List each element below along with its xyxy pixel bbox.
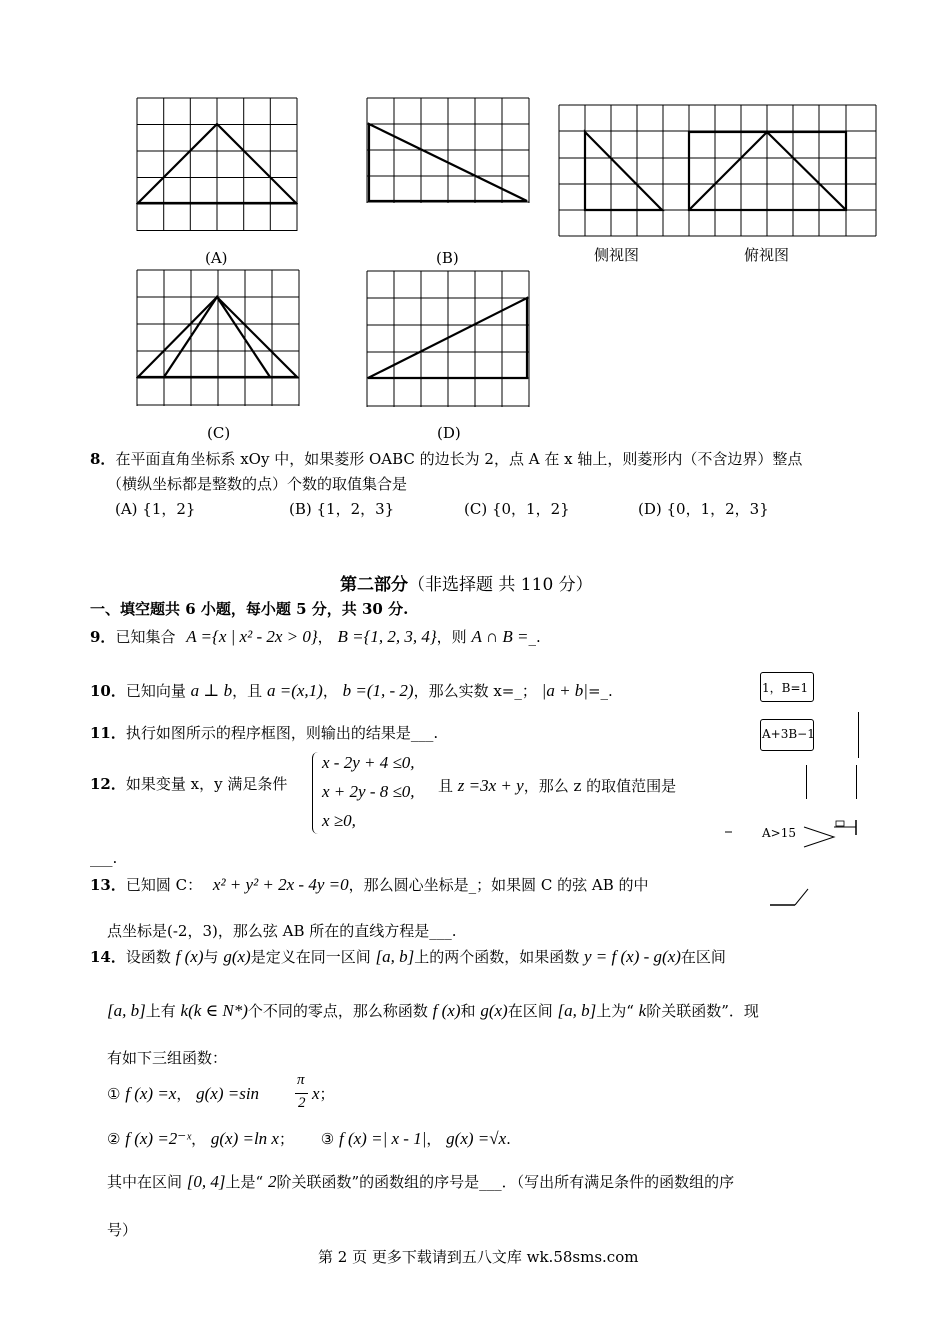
q13-line2: 点坐标是(-2，3)，那么弦 AB 所在的直线方程是___.	[107, 922, 457, 940]
q14-g3-g: g(x) =√x	[446, 1129, 507, 1148]
q14-fx: f (x)	[175, 947, 204, 966]
q14-text-5c: 阶关联函数”的函数组的序号是___．（写出所有满足条件的函数组的序	[276, 1173, 735, 1191]
q14-line1	[90, 946, 726, 967]
section-fill-in: 一、填空题共 6 小题，每小题 5 分，共 30 分.	[90, 600, 409, 618]
q12-constraint-3: x ≥0,	[322, 811, 356, 830]
flowchart-line-1	[858, 712, 859, 758]
q14-group-1: ① f (x) =x， g(x) =sin	[107, 1084, 260, 1103]
q11-text: 执行如图所示的程序框图，则输出的结果是___.	[125, 724, 439, 742]
q13-line1	[90, 874, 649, 895]
q12-constraint-2: x + 2y - 8 ≤0,	[322, 782, 415, 801]
flowchart-cond-text: A>15	[762, 826, 796, 840]
q14-line2	[107, 1000, 759, 1021]
q14-text-2d: 在区间	[507, 1002, 553, 1020]
q14-g3-end: .	[506, 1130, 511, 1148]
flowchart-assign-text: A+3B−1	[762, 727, 815, 741]
q14-g1-end: ；	[319, 1085, 335, 1103]
q11-number: 11．	[90, 724, 126, 742]
q14-interval-0-4: [0, 4]	[186, 1172, 226, 1191]
side-view-shape	[585, 132, 662, 210]
q14-y-fg: y = f (x) - g(x)	[584, 947, 681, 966]
q14-text-d: 上的两个函数，如果函数	[414, 948, 580, 966]
part2-title: 第二部分	[340, 575, 408, 595]
q14-g3-f: f (x) =| x - 1|	[339, 1129, 427, 1148]
q12-number: 12．	[90, 775, 126, 793]
q12-text3: ，那么 z 的取值范围是	[523, 777, 677, 795]
q10-vec-b: b =(1, - 2)	[342, 681, 414, 700]
flowchart-line-2	[806, 765, 807, 799]
figure-b-grid	[366, 97, 530, 207]
q9-number: 9．	[90, 628, 116, 646]
q8-line1	[90, 448, 802, 469]
q14-g1-g: g(x) =sin	[196, 1084, 260, 1103]
q12-line-right	[438, 775, 676, 796]
figure-d-caption: (D)	[437, 424, 461, 442]
q10-text2: ，且	[232, 682, 263, 700]
q14-text-2e: 上为“	[596, 1002, 634, 1020]
q14-g1-pi: π	[297, 1072, 305, 1088]
q9-text: 已知集合	[115, 628, 176, 646]
q8-line2: （横纵坐标都是整数的点）个数的取值集合是	[107, 475, 408, 493]
q12-brace	[312, 752, 319, 834]
q9-blank: _.	[528, 628, 541, 646]
q9-line	[90, 626, 541, 647]
q12-line	[90, 773, 287, 794]
q11-line	[90, 722, 438, 743]
q10-text1: 已知向量	[125, 682, 186, 700]
top-view-caption: 俯视图	[744, 246, 790, 264]
q14-g2-f: f (x) =2⁻ˣ	[125, 1129, 192, 1148]
flowchart-decision-shape	[720, 815, 860, 915]
q14-g1-f: f (x) =x	[125, 1084, 177, 1103]
q8-option-d: (D) {0，1，2，3}	[638, 500, 769, 518]
q14-text-e: 在区间	[680, 948, 726, 966]
q10-norm: |a + b|	[541, 681, 588, 700]
q14-line3: 有如下三组函数：	[107, 1049, 228, 1067]
part2-heading	[340, 570, 593, 595]
flowchart-init-text: 1，B=1	[762, 681, 809, 695]
figure-c-caption: (C)	[207, 424, 231, 442]
figure-a-caption: (A)	[205, 249, 228, 267]
q14-interval-ab-2: [a, b]	[107, 1001, 146, 1020]
q9-then: ，则	[436, 628, 467, 646]
q14-text-5a: 其中在区间	[107, 1173, 183, 1191]
q10-line: 10．已知向量 a ⊥ b，且 a =(x,1)， b =(1, - 2)，那么实数 x=_； |a + b|=_.	[90, 681, 613, 700]
q14-g2-end: ；	[278, 1130, 294, 1148]
q14-text-5b: 上是“	[225, 1173, 264, 1191]
q14-fx-2: f (x)	[432, 1001, 461, 1020]
views-grid	[558, 104, 878, 238]
q10-perp: a ⊥ b	[190, 681, 233, 700]
q12-z: z =3x + y	[457, 776, 524, 795]
q14-g2-mark: ②	[107, 1130, 121, 1148]
q14-text-2a: 上有	[145, 1002, 176, 1020]
q13-text2: ，那么圆心坐标是_；如果圆 C 的弦 AB 的中	[348, 876, 649, 894]
q10-text3: ，那么实数 x=_；	[413, 682, 537, 700]
q12-constraint-1: x - 2y + 4 ≤0,	[322, 753, 415, 772]
q14-text-2f: 阶关联函数”．现	[646, 1002, 759, 1020]
q14-interval-ab: [a, b]	[375, 947, 415, 966]
page-footer: 第 2 页 更多下载请到五八文库 wk.58sms.com	[318, 1248, 639, 1266]
q14-two: 2	[267, 1172, 277, 1191]
q14-text-b: 与	[203, 948, 219, 966]
side-view-caption: 侧视图	[594, 246, 640, 264]
part2-note: （非选择题 共 110 分）	[408, 575, 593, 595]
q14-g1-fraction-bar	[295, 1093, 308, 1094]
q8-option-b: (B) {1，2，3}	[289, 500, 395, 518]
q12-text2: 且	[438, 777, 454, 795]
q10-vec-a: a =(x,1)	[266, 681, 323, 700]
q13-text1: 已知圆 C：	[125, 876, 203, 894]
q14-line5	[107, 1171, 734, 1192]
figure-b-caption: (B)	[436, 249, 459, 267]
q8-text: 在平面直角坐标系 xOy 中，如果菱形 OABC 的边长为 2，点 A 在 x 轴上，则菱形内（不含边界）整点	[115, 450, 803, 468]
q14-g1-x: x	[312, 1084, 320, 1103]
q14-g1-tail	[312, 1083, 335, 1104]
figure-d-grid	[366, 270, 530, 410]
q13-number: 13．	[90, 876, 126, 894]
q8-option-a: (A) {1，2}	[115, 500, 196, 518]
q14-groups-2-3: ② f (x) =2⁻ˣ， g(x) =ln x； ③ f (x) =| x - 1|， g(x) =√x.	[107, 1129, 511, 1148]
q12-text1: 如果变量 x，y 满足条件	[125, 775, 288, 793]
q10-text4: =_.	[587, 682, 613, 700]
q10-number: 10．	[90, 682, 126, 700]
q14-text-a: 设函数	[125, 948, 171, 966]
q14-g1-two: 2	[298, 1095, 306, 1111]
q14-gx-2: g(x)	[480, 1001, 508, 1020]
figure-c-grid	[136, 269, 300, 409]
flowchart-line-3	[856, 765, 857, 799]
q14-g1-mark: ①	[107, 1085, 121, 1103]
q9-set-b: B ={1, 2, 3, 4}	[337, 627, 437, 646]
q13-equation: x² + y² + 2x - 4y =0	[212, 875, 349, 894]
q9-expr: A ∩ B =	[471, 627, 529, 646]
q14-interval-ab-3: [a, b]	[557, 1001, 597, 1020]
q8-number: 8．	[90, 450, 116, 468]
q8-option-c: (C) {0，1，2}	[464, 500, 570, 518]
figure-a-grid	[136, 97, 298, 233]
q14-g2-g: g(x) =ln x	[210, 1129, 279, 1148]
triangle-c-inner	[164, 297, 270, 377]
q9-set-a: A ={x | x² - 2x > 0}	[186, 627, 318, 646]
q14-text-2c: 和	[460, 1002, 476, 1020]
q9-comma: ，	[317, 628, 333, 646]
q14-number: 14．	[90, 948, 126, 966]
q14-text-c: 是定义在同一区间	[250, 948, 371, 966]
q12-tail: ___.	[90, 849, 118, 867]
q14-gx: g(x)	[223, 947, 251, 966]
q14-text-2b: 个不同的零点，那么称函数	[247, 1002, 428, 1020]
q14-g3-mark: ③	[320, 1130, 335, 1148]
q14-line6: 号）	[107, 1221, 138, 1239]
q14-k-in-n: k(k ∈ N*)	[180, 1001, 248, 1020]
q14-k: k	[638, 1001, 647, 1020]
